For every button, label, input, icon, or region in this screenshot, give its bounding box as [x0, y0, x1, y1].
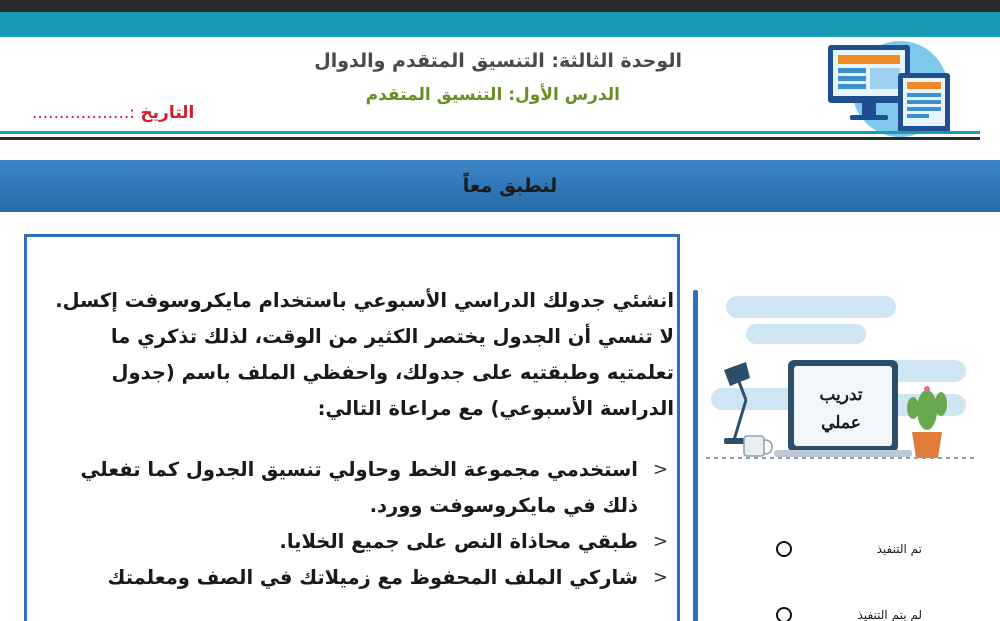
- radio-circle-icon[interactable]: [776, 607, 792, 621]
- bullet-arrow-icon: <: [652, 531, 668, 552]
- lesson-title: الدرس الأول: التنسيق المتقدم: [365, 85, 620, 105]
- top-teal-band: [0, 12, 1000, 37]
- top-frame: [0, 0, 1000, 12]
- practice-label-line1: تدريب: [819, 385, 863, 405]
- worksheet-header: [0, 37, 1000, 135]
- practice-label-line2: عملي: [821, 413, 861, 433]
- status-not-done-label: لم يتم التنفيذ: [857, 608, 922, 621]
- date-line: [32, 103, 194, 123]
- bullet-text: طبقي محاذاة النص على جميع الخلايا.: [279, 530, 638, 553]
- task-bullet-list: [44, 452, 674, 596]
- status-not-done-option[interactable]: [770, 606, 980, 621]
- bullet-arrow-icon: <: [652, 459, 668, 480]
- unit-title: الوحدة الثالثة: التنسيق المتقدم والدوال: [314, 50, 682, 72]
- practice-illustration: [706, 290, 978, 466]
- bullet-arrow-icon: <: [652, 567, 668, 588]
- status-done-option[interactable]: [770, 540, 980, 564]
- status-done-label: تم التنفيذ: [876, 542, 922, 556]
- radio-circle-icon[interactable]: [776, 541, 792, 557]
- section-banner: [0, 160, 1000, 212]
- date-label: التاريخ: [140, 103, 195, 123]
- list-item: [44, 524, 674, 560]
- practice-label: [800, 381, 882, 437]
- list-item: [44, 452, 674, 524]
- list-item: [44, 560, 674, 596]
- task-paragraph: انشئي جدولك الدراسي الأسبوعي باستخدام مايكروسوفت إكسل. لا تنسي أن الجدول يختصر الكثير من الوقت، لذلك تذكري ما تعلمتيه وطبقتيه على جدولك، واحفظي الملف باسم (جدول الدراسة الأسبوعي) مع مراعاة التالي:: [55, 289, 674, 420]
- header-divider-teal: [0, 131, 980, 134]
- header-divider-dark: [0, 137, 980, 140]
- mug-icon: [744, 436, 772, 456]
- bullet-text: شاركي الملف المحفوظ مع زميلاتك في الصف ومعلمتك: [107, 566, 638, 589]
- vertical-rule: [693, 290, 698, 621]
- computer-screens-icon: [828, 37, 958, 139]
- banner-title: لنطبق معاً: [462, 175, 558, 197]
- date-placeholder: :..................: [32, 103, 141, 123]
- bullet-text: استخدمي مجموعة الخط وحاولي تنسيق الجدول كما تفعلي ذلك في مايكروسوفت وورد.: [80, 458, 638, 517]
